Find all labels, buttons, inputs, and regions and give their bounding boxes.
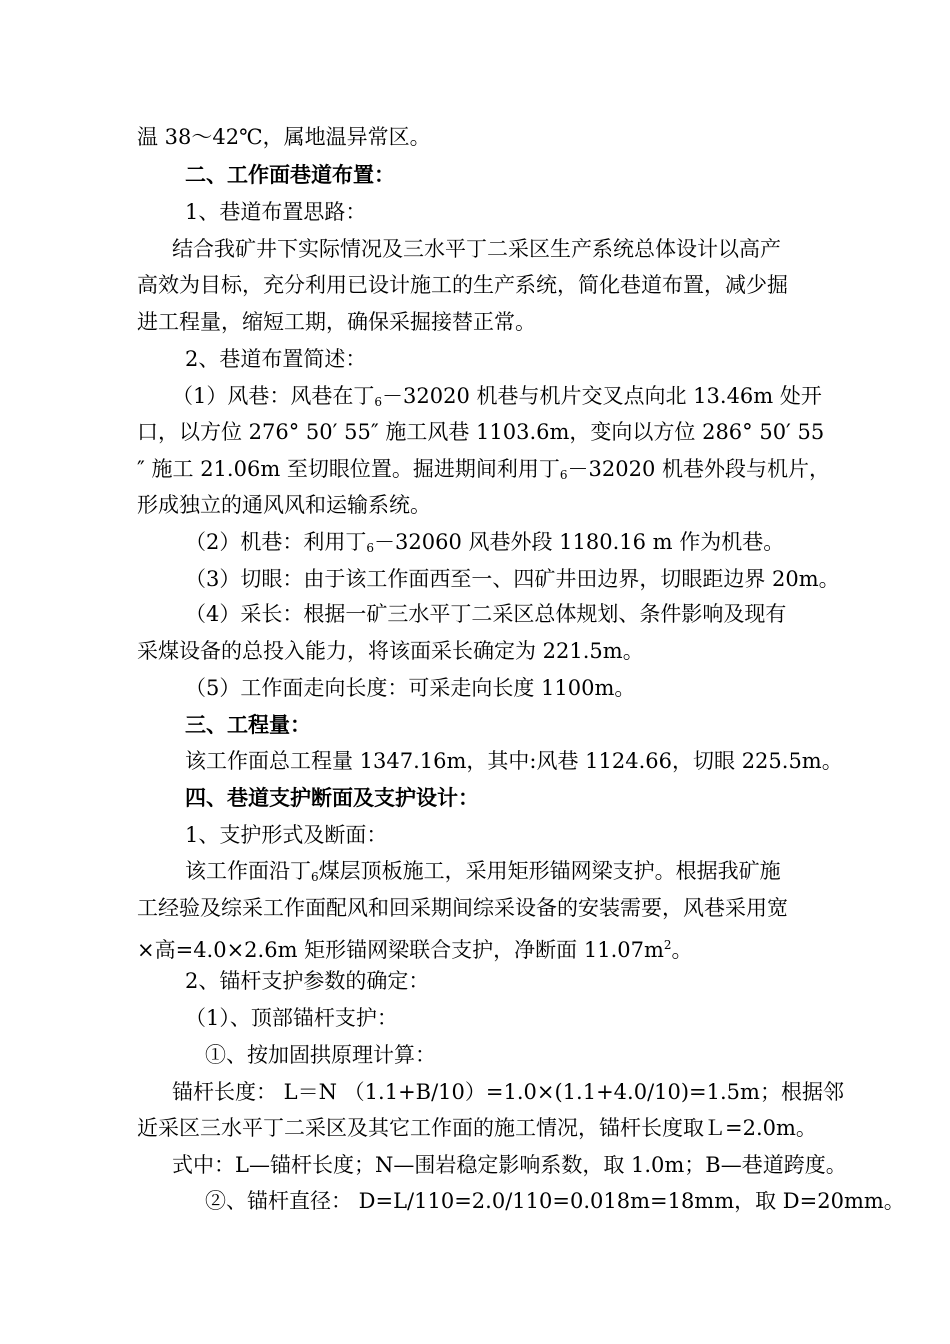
section-heading: 三、工程量： bbox=[185, 712, 311, 737]
paragraph-line: 式中：L—锚杆长度；N—围岩稳定影响系数，取 1.0m；B—巷道跨度。 bbox=[172, 1153, 847, 1177]
text-run: 。 bbox=[671, 938, 693, 962]
paragraph-line: 温 38～42℃，属地温异常区。 bbox=[137, 125, 431, 149]
paragraph-line: （3）切眼：由于该工作面西至一、四矿井田边界，切眼距边界 20m。 bbox=[185, 567, 840, 591]
subsection-heading: （1）、顶部锚杆支护： bbox=[185, 1006, 398, 1030]
subscript: 6 bbox=[374, 395, 383, 409]
paragraph-line: 工经验及综采工作面配风和回采期间综采设备的安装需要，风巷采用宽 bbox=[137, 896, 788, 920]
paragraph-line: 该工作面总工程量 1347.16m，其中:风巷 1124.66，切眼 225.5m。 bbox=[185, 749, 843, 773]
paragraph-line bbox=[137, 455, 830, 483]
paragraph-line: 锚杆长度： L＝N （1.1+B/10）=1.0×(1.1+4.0/10)=1.5m；根据邻 bbox=[172, 1080, 844, 1104]
subscript: 6 bbox=[559, 468, 568, 482]
paragraph-line: 结合我矿井下实际情况及三水平丁二采区生产系统总体设计以高产 bbox=[172, 237, 781, 261]
section-heading: 四、巷道支护断面及支护设计： bbox=[185, 785, 479, 810]
section-heading: 二、工作面巷道布置： bbox=[185, 162, 395, 187]
subscript: 6 bbox=[311, 870, 319, 884]
paragraph-line: 口，以方位 276° 50′ 55″ 施工风巷 1103.6m，变向以方位 286° 50′ 55 bbox=[137, 420, 825, 444]
paragraph-line: （4）采长：根据一矿三水平丁二采区总体规划、条件影响及现有 bbox=[185, 602, 787, 626]
text-run: －32020 机巷与机片交叉点向北 13.46m 处开 bbox=[382, 384, 822, 408]
paragraph-line bbox=[172, 382, 822, 410]
subsection-heading: 1、巷道布置思路： bbox=[185, 200, 367, 224]
subsection-heading: 2、巷道布置简述： bbox=[185, 347, 367, 371]
text-run: －32020 机巷外段与机片， bbox=[567, 457, 831, 481]
subscript: 6 bbox=[366, 541, 375, 555]
text-run: 该工作面沿丁 bbox=[185, 859, 311, 883]
text-run: ×高=4.0×2.6m 矩形锚网梁联合支护，净断面 11.07m bbox=[137, 938, 664, 962]
subsection-heading: 1、支护形式及断面： bbox=[185, 823, 388, 847]
paragraph-line: 采煤设备的总投入能力，将该面采长确定为 221.5m。 bbox=[137, 639, 644, 663]
subsection-heading: ①、按加固拱原理计算： bbox=[205, 1043, 436, 1067]
paragraph-line: 进工程量，缩短工期，确保采掘接替正常。 bbox=[137, 310, 536, 334]
paragraph-line: 高效为目标，充分利用已设计施工的生产系统，简化巷道布置，减少掘 bbox=[137, 273, 788, 297]
paragraph-line bbox=[185, 528, 784, 556]
subsection-heading: 2、锚杆支护参数的确定： bbox=[185, 969, 430, 993]
paragraph-line: ②、锚杆直径： D=L/110=2.0/110=0.018m=18mm，取 D=20mm。 bbox=[205, 1189, 905, 1213]
paragraph-line: 近采区三水平丁二采区及其它工作面的施工情况，锚杆长度取Ｌ=2.0m。 bbox=[137, 1116, 817, 1140]
text-run: （2）机巷：利用丁 bbox=[185, 530, 367, 554]
paragraph-line: 形成独立的通风风和运输系统。 bbox=[137, 493, 431, 517]
text-run: （1）风巷：风巷在丁 bbox=[172, 384, 375, 408]
paragraph-line: （5）工作面走向长度：可采走向长度 1100m。 bbox=[185, 676, 636, 700]
text-run: ″ 施工 21.06m 至切眼位置。掘进期间利用丁 bbox=[137, 457, 560, 481]
superscript: 2 bbox=[663, 938, 672, 952]
paragraph-line bbox=[137, 931, 693, 962]
paragraph-line bbox=[185, 857, 781, 885]
text-run: 煤层顶板施工，采用矩形锚网梁支护。根据我矿施 bbox=[318, 859, 781, 883]
text-run: －32060 风巷外段 1180.16 m 作为机巷。 bbox=[374, 530, 785, 554]
